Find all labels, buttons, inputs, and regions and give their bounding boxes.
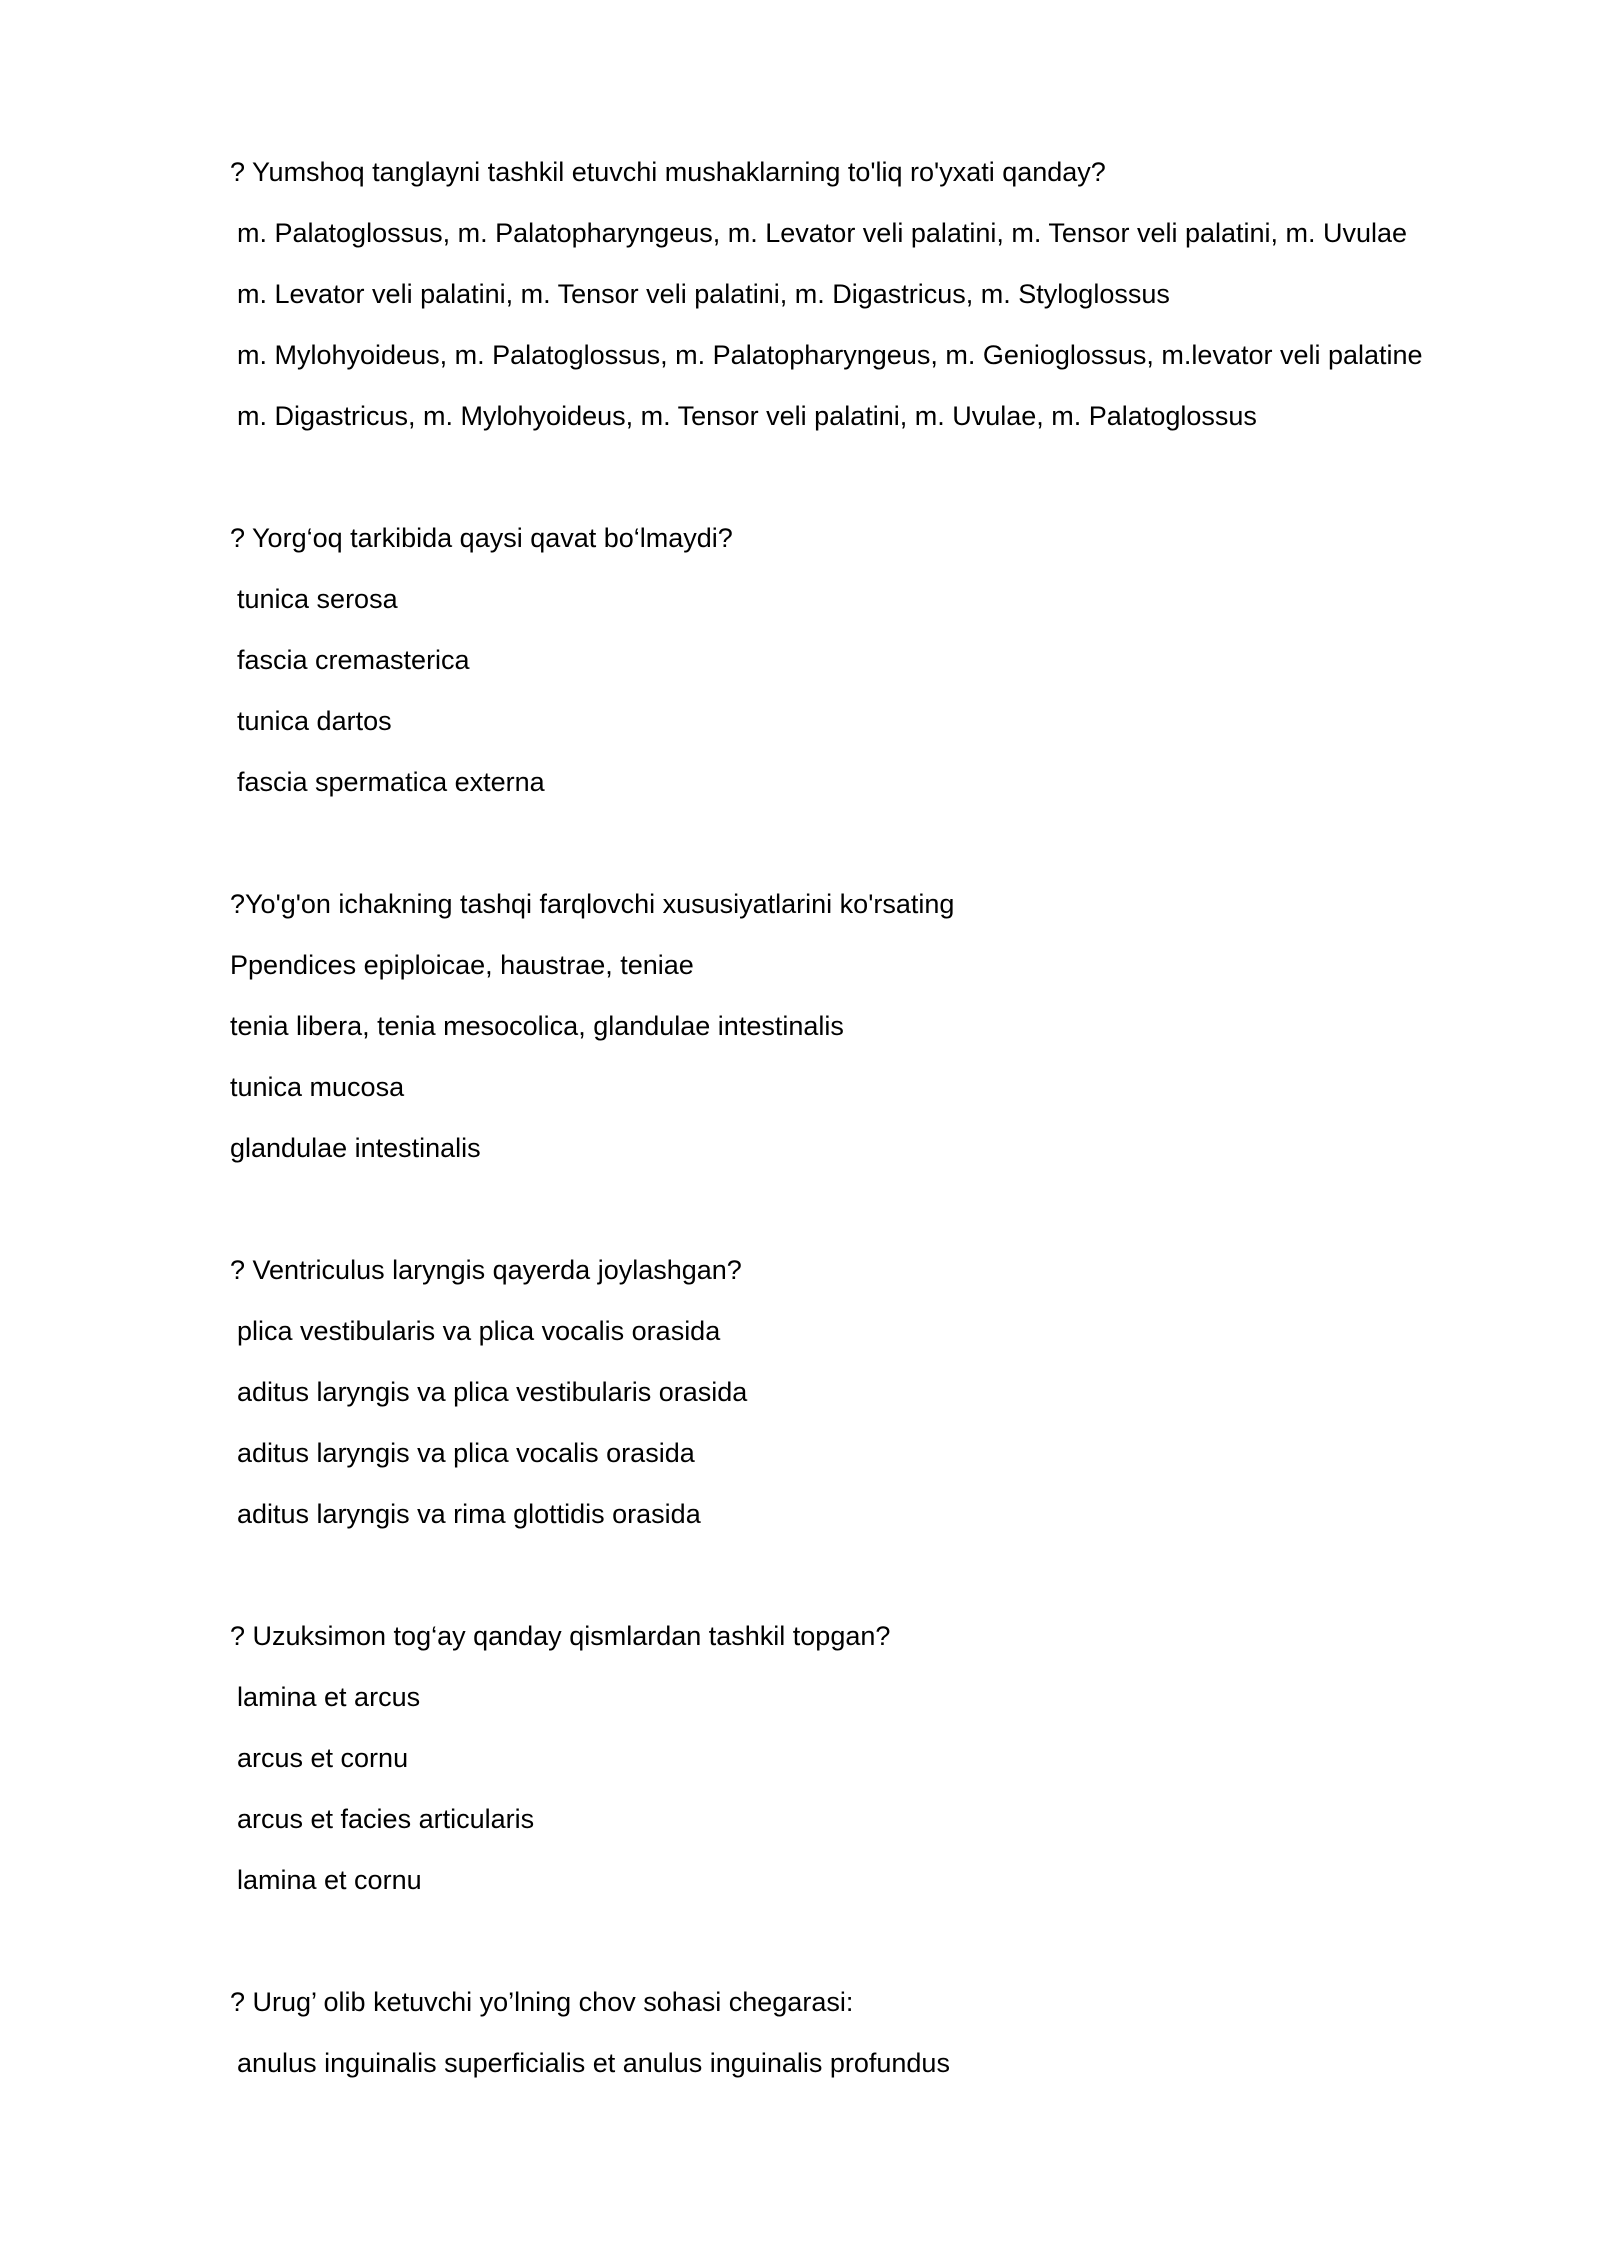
answer-option: fascia cremasterica: [237, 645, 470, 675]
answer-option: tunica mucosa: [230, 1072, 405, 1102]
answer-option: aditus laryngis va rima glottidis orasida: [237, 1499, 701, 1529]
question-block: [230, 874, 1490, 1179]
answer-option: tenia libera, tenia mesocolica, glandulae intestinalis: [230, 1011, 844, 1041]
question-block: [230, 1972, 1490, 2094]
question-block: [230, 1606, 1490, 1911]
answer-option: fascia spermatica externa: [237, 767, 545, 797]
answer-option: m. Mylohyoideus, m. Palatoglossus, m. Palatopharyngeus, m. Genioglossus, m.levator veli palatine: [237, 340, 1423, 370]
answer-option: tunica dartos: [237, 706, 392, 736]
question-block: [230, 1240, 1490, 1545]
answer-option: aditus laryngis va plica vocalis orasida: [237, 1438, 695, 1468]
answer-option: m. Digastricus, m. Mylohyoideus, m. Tensor veli palatini, m. Uvulae, m. Palatoglossus: [237, 401, 1257, 431]
question-block: [230, 142, 1490, 447]
question-text: ? Yorg‘oq tarkibida qaysi qavat bo‘lmaydi?: [230, 523, 733, 553]
question-text: ?Yo'g'on ichakning tashqi farqlovchi xususiyatlarini ko'rsating: [230, 889, 955, 919]
answer-option: arcus et facies articularis: [237, 1804, 535, 1834]
question-block: [230, 508, 1490, 813]
answer-option: m. Palatoglossus, m. Palatopharyngeus, m. Levator veli palatini, m. Tensor veli palatini, m. Uvulae: [237, 218, 1408, 248]
answer-option: plica vestibularis va plica vocalis orasida: [237, 1316, 721, 1346]
answer-option: Ppendices epiploicae, haustrae, teniae: [230, 950, 694, 980]
answer-option: lamina et arcus: [237, 1682, 421, 1712]
answer-option: anulus inguinalis superficialis et anulus inguinalis profundus: [237, 2048, 950, 2078]
answer-option: m. Levator veli palatini, m. Tensor veli palatini, m. Digastricus, m. Styloglossus: [237, 279, 1170, 309]
answer-option: arcus et cornu: [237, 1743, 409, 1773]
document-content: [230, 142, 1490, 2094]
question-text: ? Urug’ olib ketuvchi yo’lning chov sohasi chegarasi:: [230, 1987, 854, 2017]
answer-option: tunica serosa: [237, 584, 398, 614]
question-text: ? Uzuksimon tog‘ay qanday qismlardan tashkil topgan?: [230, 1621, 891, 1651]
question-text: ? Ventriculus laryngis qayerda joylashgan?: [230, 1255, 742, 1285]
answer-option: lamina et cornu: [237, 1865, 422, 1895]
question-text: ? Yumshoq tanglayni tashkil etuvchi mushaklarning to'liq ro'yxati qanday?: [230, 157, 1106, 187]
answer-option: glandulae intestinalis: [230, 1133, 481, 1163]
answer-option: aditus laryngis va plica vestibularis orasida: [237, 1377, 748, 1407]
